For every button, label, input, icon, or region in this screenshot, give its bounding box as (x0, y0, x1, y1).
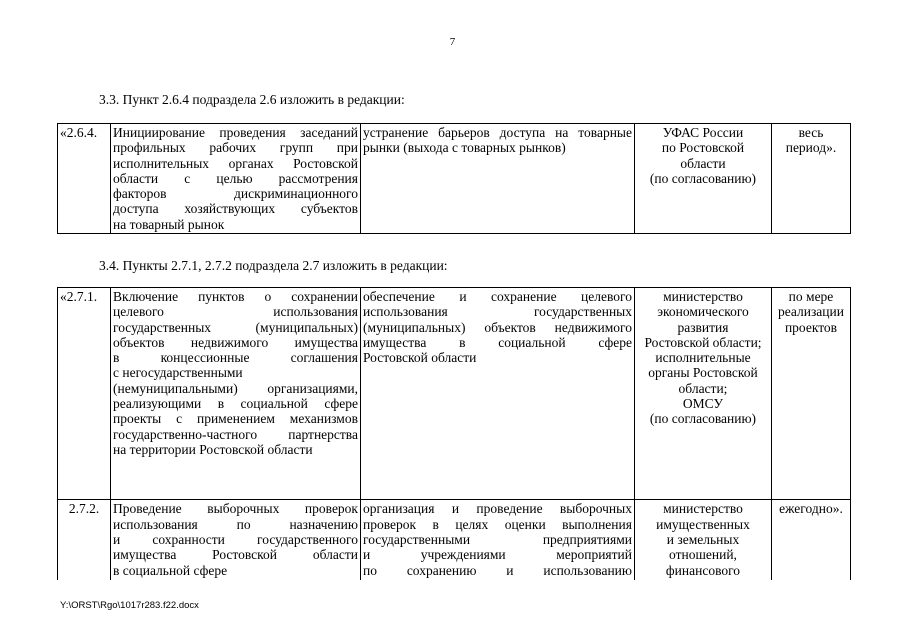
word: органах (228, 155, 274, 171)
cell-line (363, 563, 632, 578)
cell-line (113, 501, 358, 516)
cell-line: экономического (657, 304, 749, 320)
word: и (451, 501, 460, 517)
cell-line: отношений, (669, 547, 737, 563)
word: объектов (113, 334, 165, 350)
word: субъектов (300, 201, 358, 217)
cell-line (113, 156, 358, 171)
word: государственными (363, 532, 471, 548)
item-number: 2.7.2. (58, 500, 111, 637)
word: с (184, 170, 191, 186)
action-cell (111, 288, 361, 500)
word: обеспечение (363, 289, 435, 304)
word: проверок (363, 516, 417, 532)
word: социальной (240, 396, 308, 412)
word: и (363, 547, 371, 563)
cell-line (113, 171, 358, 186)
word: имущества (363, 334, 427, 350)
cell-line (363, 304, 632, 319)
cell-line: области (680, 155, 726, 171)
cell-line: по Ростовской (661, 140, 745, 156)
word: сфере (598, 334, 632, 350)
word: хозяйствующих (184, 201, 276, 217)
cell-line (113, 186, 358, 201)
file-path-footer: Y:\ORST\Rgo\1017r283.f22.docx (60, 600, 199, 611)
cell-line (363, 125, 632, 140)
word: пунктов (198, 289, 245, 304)
cell-line: ежегодно». (779, 501, 843, 517)
cell-line: в социальной сфере (113, 562, 228, 578)
cell-line (363, 517, 632, 532)
cell-line (363, 501, 632, 516)
word: рассмотрения (278, 170, 358, 186)
word: недвижимого (554, 319, 632, 335)
executor-cell (635, 288, 772, 500)
cell-line (113, 201, 358, 216)
cell-line (113, 547, 358, 562)
word: проекты (113, 411, 162, 427)
word: дискриминационного (234, 186, 358, 202)
cell-line (113, 289, 358, 304)
word: групп (279, 140, 314, 156)
word: Ростовской (212, 547, 278, 563)
word: (муниципальных) (255, 319, 358, 335)
word: рабочих (209, 140, 257, 156)
word: целевого (581, 289, 632, 304)
word: мероприятий (556, 547, 632, 563)
cell-line: исполнительные (655, 350, 751, 366)
cell-line: финансового (665, 562, 741, 578)
word: по (363, 562, 377, 578)
cell-line (113, 304, 358, 319)
word: проведение (476, 501, 543, 517)
word: применением (196, 411, 275, 427)
word: имущества (113, 547, 177, 563)
item-number: «2.7.1. (58, 288, 111, 500)
word: факторов (113, 186, 167, 202)
cell-line: ОМСУ (682, 396, 724, 412)
word: целевого (113, 304, 164, 320)
word: с (176, 411, 183, 427)
cell-line: области; (678, 380, 728, 396)
cell-line: Ростовской области; (644, 334, 762, 350)
cell-line: с негосударственными (113, 365, 243, 381)
word: выборочных (207, 501, 280, 517)
cell-line: весь (798, 125, 824, 140)
word: объектов (484, 319, 536, 335)
word: Инициирование (113, 125, 206, 140)
result-cell (361, 124, 635, 234)
cell-line (113, 517, 358, 532)
cell-line (113, 335, 358, 350)
item-number: «2.6.4. (58, 124, 111, 234)
cell-line: развития (677, 319, 729, 335)
word: социальной (498, 334, 566, 350)
word: целью (216, 170, 253, 186)
word: и (459, 289, 467, 304)
word: профильных (113, 140, 186, 156)
cell-line: на территории Ростовской области (113, 441, 313, 457)
cell-line (363, 335, 632, 350)
word: учреждениями (420, 547, 506, 563)
word: Ростовской (293, 155, 358, 171)
word: выполнения (562, 516, 632, 532)
word: сохранению (406, 562, 477, 578)
cell-line: (по согласованию) (649, 170, 757, 186)
word: сфере (324, 396, 358, 412)
word: в (432, 516, 439, 532)
section-heading-3-3: 3.3. Пункт 2.6.4 подраздела 2.6 изложить в редакции: (99, 92, 405, 107)
table-section-3-3 (57, 123, 851, 234)
word: и (113, 532, 121, 548)
word: государственно-частного (113, 426, 258, 442)
cell-line: органы Ростовской (648, 365, 758, 381)
cell-line: Ростовской области (363, 350, 477, 366)
cell-line: период». (785, 140, 837, 156)
word: о (264, 289, 272, 304)
word: соглашения (290, 350, 358, 366)
word: проведения (219, 125, 286, 140)
cell-line (113, 411, 358, 426)
word: доступа (113, 201, 159, 217)
word: предприятиями (542, 532, 632, 548)
word: государственного (257, 532, 358, 548)
word: реализующими (113, 396, 202, 412)
word: заседаний (300, 125, 358, 140)
word: Включение (113, 289, 179, 304)
word: сохранности (152, 532, 225, 548)
cell-line: на товарный рынок (113, 216, 225, 232)
cell-line: министерство (663, 289, 743, 304)
cell-line (113, 140, 358, 155)
word: в (217, 396, 225, 412)
word: барьеров (438, 125, 490, 140)
word: (муниципальных) (363, 319, 466, 335)
word: исполнительных (113, 155, 210, 171)
word: недвижимого (190, 334, 269, 350)
word: области (312, 547, 358, 563)
cell-line: УФАС России (662, 125, 744, 140)
word: механизмов (289, 411, 358, 427)
cell-line: и земельных (666, 532, 740, 548)
cell-line: министерство (663, 501, 743, 517)
word: партнерства (288, 426, 358, 442)
cell-line (113, 320, 358, 335)
word: назначению (289, 516, 358, 532)
word: имущества (294, 334, 358, 350)
executor-cell (635, 124, 772, 234)
cell-line (363, 532, 632, 547)
term-cell (772, 288, 851, 500)
word: устранение (363, 125, 429, 140)
page-number: 7 (449, 36, 456, 48)
cell-line (113, 532, 358, 547)
word: и (506, 562, 514, 578)
word: концессионные (160, 350, 250, 366)
word: товарные (578, 125, 632, 140)
term-cell (772, 124, 851, 234)
word: государственных (533, 304, 632, 320)
cell-line (113, 381, 358, 396)
word: сохранении (291, 289, 358, 304)
cell-line (113, 427, 358, 442)
cell-line (113, 125, 358, 140)
word: на (555, 125, 569, 140)
section-heading-3-4: 3.4. Пункты 2.7.1, 2.7.2 подраздела 2.7 изложить в редакции: (99, 258, 448, 273)
word: по (236, 516, 251, 532)
word: целях (455, 516, 489, 532)
word: при (336, 140, 358, 156)
cell-line: имущественных (656, 516, 750, 532)
word: государственных (113, 319, 212, 335)
cell-line (363, 547, 632, 562)
cell-line (363, 320, 632, 335)
cell-line: рынки (выхода с товарных рынков) (363, 140, 566, 156)
word: организациями, (267, 380, 358, 396)
action-cell (111, 124, 361, 234)
cell-line (113, 350, 358, 365)
cell-line: проектов (784, 319, 838, 335)
cell-line (363, 289, 632, 304)
word: доступа (499, 125, 546, 140)
word: в (459, 334, 466, 350)
word: организация (363, 501, 435, 517)
word: использования (113, 516, 198, 532)
cell-line (113, 396, 358, 411)
cell-line: (по согласованию) (649, 411, 757, 427)
word: сохранение (491, 289, 557, 304)
word: оценки (504, 516, 546, 532)
table-row-2-6-4 (58, 124, 851, 234)
word: проверок (304, 501, 358, 517)
word: в (113, 350, 120, 366)
cell-line: реализации (778, 304, 844, 320)
word: выборочных (559, 501, 632, 517)
cell-line: по мере (788, 289, 834, 304)
word: Проведение (113, 501, 182, 517)
result-cell (361, 288, 635, 500)
word: (немуниципальными) (113, 380, 238, 396)
word: использования (273, 304, 358, 320)
word: использованию (543, 562, 632, 578)
word: использования (363, 304, 448, 320)
table-row-2-7-1 (58, 288, 851, 500)
word: области (113, 170, 159, 186)
